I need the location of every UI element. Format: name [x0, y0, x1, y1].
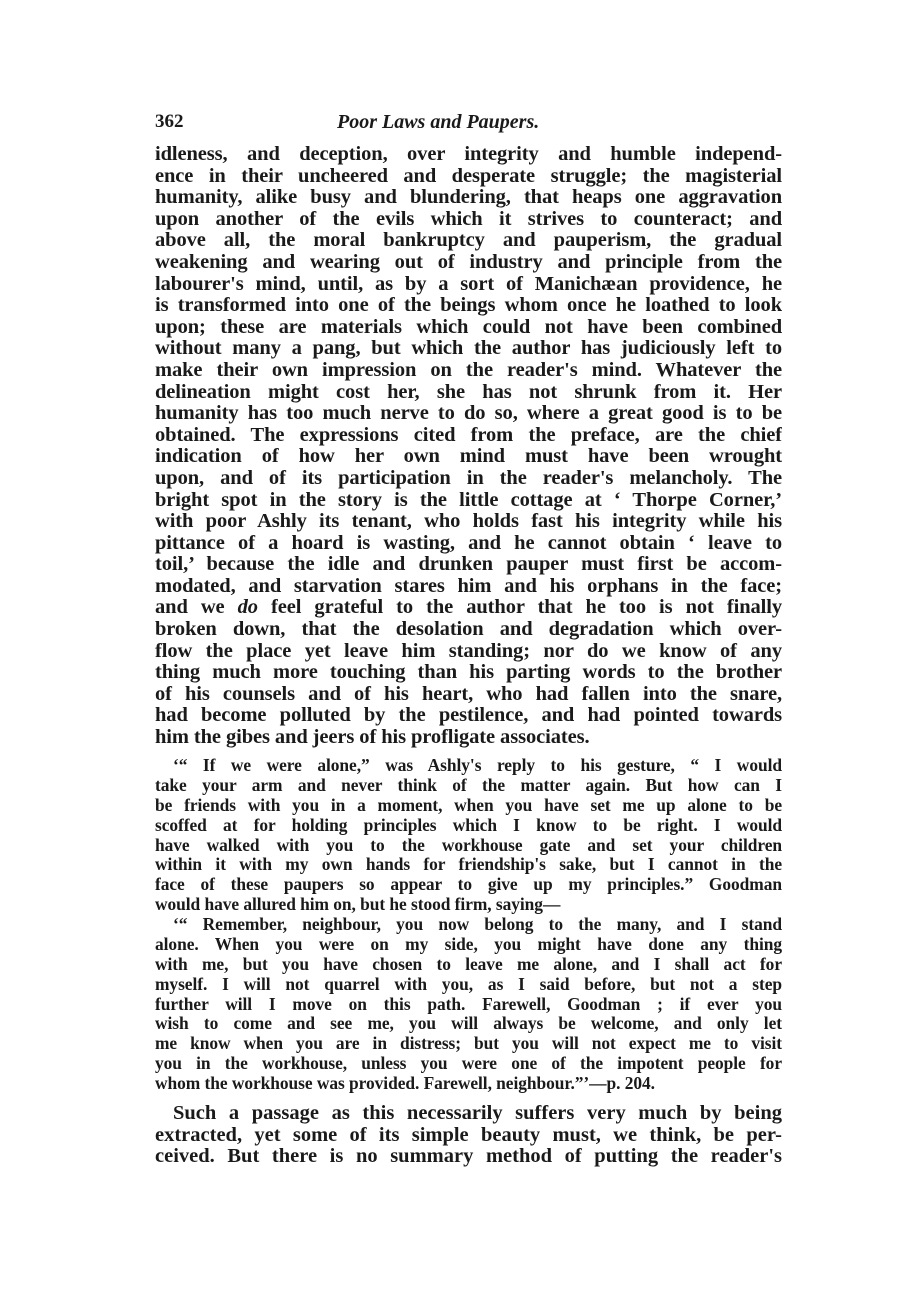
text-line: of his counsels and of his heart, who had fallen into the snare,: [155, 683, 782, 705]
quote-line: scoffed at for holding principles which I know to be right. I would: [155, 815, 782, 835]
text-line: weakening and wearing out of industry and principle from the: [155, 251, 782, 273]
text-line: broken down, that the desolation and degradation which over-: [155, 619, 782, 641]
quote-line: with me, but you have chosen to leave me alone, and I shall act for: [155, 954, 782, 974]
quote-line: ‘“ If we were alone,” was Ashly's reply to his gesture, “ I would: [173, 756, 782, 775]
text-line: labourer's mind, until, as by a sort of Manichæan providence, he: [155, 273, 782, 295]
page-header: [155, 111, 782, 135]
quotation-2: [155, 915, 782, 1094]
text-line: upon another of the evils which it strives to counteract; and: [155, 208, 782, 230]
quote-line: within it with my own hands for friendship's sake, but I cannot in the: [155, 855, 782, 875]
text-line: obtained. The expressions cited from the preface, are the chief: [155, 424, 782, 446]
running-title: Poor Laws and Paupers.: [337, 111, 540, 133]
text-line: humanity has too much nerve to do so, where a great good is to be: [155, 403, 782, 425]
text-line: Such a passage as this necessarily suffers very much by being: [173, 1103, 782, 1124]
text-line: upon, and of its participation in the reader's melancholy. The: [155, 467, 782, 489]
text-line: modated, and starvation stares him and his orphans in the face;: [155, 575, 782, 597]
text-line: with poor Ashly its tenant, who holds fast his integrity while his: [155, 511, 782, 533]
text-line: delineation might cost her, she has not shrunk from it. Her: [155, 381, 782, 403]
text-line: ence in their uncheered and desperate struggle; the magisterial: [155, 165, 782, 187]
quote-line: face of these paupers so appear to give up my principles.” Goodman: [155, 875, 782, 895]
text-line: thing much more touching than his parting words to the brother: [155, 662, 782, 684]
body-paragraph: [155, 144, 782, 749]
text-line: above all, the moral bankruptcy and pauperism, the gradual: [155, 230, 782, 252]
text-line: bright spot in the story is the little cottage at ‘ Thorpe Corner,’: [155, 489, 782, 511]
quote-line: have walked with you to the workhouse gate and set your children: [155, 835, 782, 855]
text-line: him the gibes and jeers of his profligate associates.: [155, 727, 590, 749]
quote-line: you in the workhouse, unless you were one of the impotent people for: [155, 1054, 782, 1074]
quote-line: me know when you are in distress; but you will not expect me to visit: [155, 1034, 782, 1054]
text-line: extracted, yet some of its simple beauty must, we think, be per-: [155, 1124, 782, 1146]
text-line-with-italic: and we do feel grateful to the author that he too is not finally: [155, 597, 782, 619]
text-line: pittance of a hoard is wasting, and he cannot obtain ‘ leave to: [155, 532, 782, 554]
text-line: flow the place yet leave him standing; nor do we know of any: [155, 640, 782, 662]
text-line: is transformed into one of the beings whom once he loathed to look: [155, 295, 782, 317]
text-line: toil,’ because the idle and drunken pauper must first be accom-: [155, 554, 782, 576]
closing-paragraph: [155, 1103, 782, 1168]
text-line: ceived. But there is no summary method of putting the reader's: [155, 1146, 782, 1168]
quote-line: ‘“ Remember, neighbour, you now belong to the many, and I stand: [173, 915, 782, 934]
quote-line: take your arm and never think of the matter again. But how can I: [155, 775, 782, 795]
text-line: without many a pang, but which the author has judiciously left to: [155, 338, 782, 360]
text-line: idleness, and deception, over integrity and humble independ-: [155, 144, 782, 165]
quote-line: be friends with you in a moment, when you have set me up alone to be: [155, 795, 782, 815]
quote-line: myself. I will not quarrel with you, as I said before, but not a step: [155, 974, 782, 994]
quotation-1: [155, 756, 782, 915]
quote-line: wish to come and see me, you will always be welcome, and only let: [155, 1014, 782, 1034]
text-line: had become polluted by the pestilence, and had pointed towards: [155, 705, 782, 727]
quote-line: would have allured him on, but he stood firm, saying—: [155, 895, 561, 915]
text-line: upon; these are materials which could not have been combined: [155, 316, 782, 338]
quote-line: alone. When you were on my side, you might have done any thing: [155, 934, 782, 954]
quote-line: whom the workhouse was provided. Farewell, neighbour.”’—p. 204.: [155, 1074, 655, 1094]
text-line: humanity, alike busy and blundering, that heaps one aggravation: [155, 187, 782, 209]
page-number: 362: [155, 111, 184, 132]
quote-line: further will I move on this path. Farewell, Goodman ; if ever you: [155, 994, 782, 1014]
text-line: indication of how her own mind must have been wrought: [155, 446, 782, 468]
italic-emphasis: do: [237, 597, 258, 619]
text-line: make their own impression on the reader's mind. Whatever the: [155, 359, 782, 381]
